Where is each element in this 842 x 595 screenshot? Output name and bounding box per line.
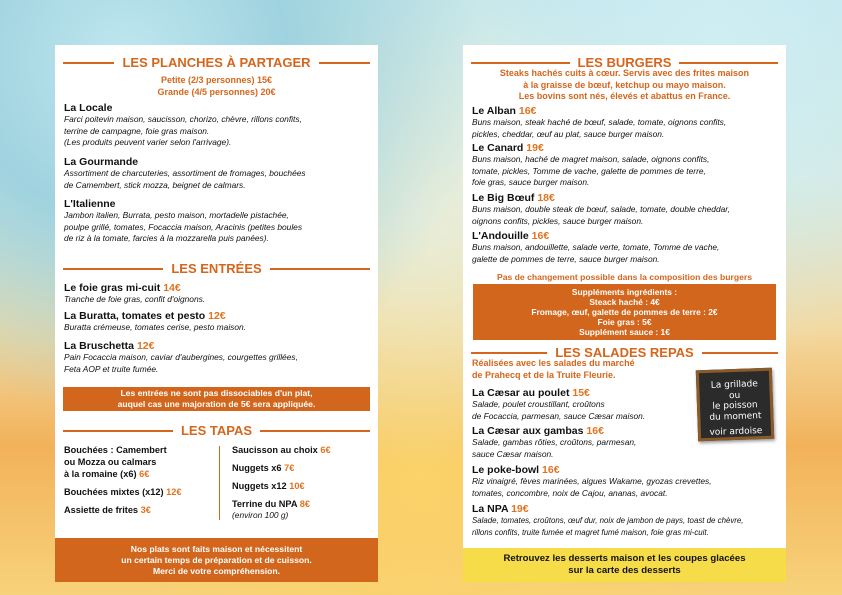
intro-line: Réalisées avec les salades du marché — [472, 358, 635, 368]
intro-line: Les bovins sont nés, élevés et abattus en France. — [518, 91, 731, 101]
item-desc: Assortiment de charcuteries, assortiment de fromages, bouchées — [64, 168, 306, 178]
tapas-name: Nuggets x6 — [232, 463, 282, 473]
supplement-line: Fromage, œuf, galette de pommes de terre : 2€ — [531, 307, 718, 317]
notice-line: Les entrées ne sont pas dissociables d'un plat, — [120, 388, 313, 398]
item-price: 12€ — [208, 310, 226, 322]
item-desc: foie gras, sauce burger maison. — [472, 177, 590, 187]
supplement-line: Suppléments ingrédients : — [571, 287, 678, 297]
item-name: La Cæsar au poulet — [472, 387, 570, 399]
tapas-name: Nuggets x12 — [232, 481, 287, 491]
menu-panel-right — [463, 45, 786, 582]
menu-item — [64, 102, 302, 149]
item-name: La Locale — [64, 102, 113, 114]
menu-item — [472, 387, 645, 422]
item-price: 16€ — [586, 425, 604, 437]
item-name: Le foie gras mi-cuit — [64, 282, 161, 294]
size-small: Petite (2/3 personnes) 15€ — [160, 75, 273, 85]
item-name: L'Andouille — [472, 230, 529, 242]
chalk-line: La grillade — [710, 379, 759, 391]
item-name: Le Big Bœuf — [472, 192, 535, 204]
item-desc: Pain Focaccia maison, caviar d'aubergines, courgettes grillées, — [64, 352, 298, 362]
item-desc: Buns maison, andouillette, salade verte, tomate, Tomme de vache, — [472, 242, 720, 252]
heading-text: LES ENTRÉES — [171, 261, 262, 276]
item-desc: terrine de campagne, foie gras maison. — [64, 125, 210, 136]
item-name: La NPA — [472, 503, 509, 515]
item-desc: Tranche de foie gras, confit d'oignons. — [64, 294, 206, 304]
item-desc: Buratta crémeuse, tomates cerise, pesto maison. — [64, 322, 247, 332]
item-desc: Salade, gambas rôties, croûtons, parmesan, — [472, 437, 637, 447]
item-name: La Gourmande — [64, 156, 139, 168]
item-price: 18€ — [537, 192, 555, 204]
item-desc: tomates, concombre, noix de Cajou, ananas, avocat. — [472, 487, 668, 498]
item-desc: rillons confits, truite fumée et magret fumé maison, foie gras mi-cuit. — [472, 527, 709, 537]
banner-line: sur la carte des desserts — [568, 565, 681, 576]
burgers-note: Pas de changement possible dans la composition des burgers — [496, 272, 752, 282]
item-desc: poulpe grillé, tomates, Focaccia maison, Aracinis (petites boules — [64, 221, 303, 232]
menu-item — [472, 503, 744, 538]
salades-intro — [472, 358, 635, 381]
menu-item — [472, 230, 719, 265]
tapas-price: 7€ — [284, 463, 295, 473]
entrees-notice — [63, 387, 370, 411]
item-desc: Buns maison, double steak de bœuf, salade, tomate, double cheddar, — [472, 204, 730, 214]
tapas-name: Saucisson au choix — [232, 445, 318, 455]
chalkboard-sign — [696, 368, 774, 442]
item-desc: sauce Cæsar maison. — [472, 448, 554, 459]
menu-item — [64, 310, 246, 334]
tapas-price: 6€ — [320, 445, 331, 455]
tapas-price: 10€ — [289, 481, 305, 491]
item-price: 19€ — [526, 142, 544, 154]
section-heading-entrees — [63, 261, 370, 276]
tapas-name: ou Mozza ou calmars — [64, 457, 157, 467]
item-desc: galette de pommes de terre, sauce burger maison. — [472, 253, 660, 264]
item-desc: Jambon italien, Burrata, pesto maison, mortadelle pistachée, — [64, 210, 289, 220]
item-desc: Salade, poulet croustillant, croûtons — [472, 399, 605, 409]
item-name: La Cæsar aux gambas — [472, 425, 584, 437]
supplement-line: Steack haché : 4€ — [589, 297, 660, 307]
homemade-notice — [55, 538, 378, 582]
banner-line: Retrouvez les desserts maison et les coupes glacées — [503, 553, 746, 564]
item-price: 14€ — [163, 282, 181, 294]
supplements-box — [473, 284, 776, 340]
item-desc: de riz à la tomate, farcies à la mozzarella puis panées). — [64, 233, 269, 243]
section-heading-planches — [63, 55, 370, 70]
chalk-line: ou — [728, 390, 741, 401]
chalk-line: voir ardoise — [709, 426, 763, 438]
item-price: 12€ — [136, 340, 155, 352]
item-name: Le Canard — [472, 142, 524, 154]
item-desc: Feta AOP et truite fumée. — [64, 363, 159, 374]
tapas-price: 6€ — [139, 469, 150, 479]
heading-text: LES TAPAS — [180, 423, 253, 438]
menu-item — [472, 425, 636, 460]
item-desc: de Camembert, stick mozza, beignet de calmars. — [64, 179, 246, 190]
tapas-name: Assiette de frites — [64, 505, 139, 515]
item-desc: (Les produits peuvent varier selon l'arrivage). — [64, 137, 232, 147]
item-name: La Buratta, tomates et pesto — [64, 310, 206, 322]
item-desc: Buns maison, haché de magret maison, salade, oignons confits, — [472, 154, 710, 164]
item-name: Le Alban — [472, 105, 516, 117]
heading-text: LES PLANCHES À PARTAGER — [122, 55, 311, 70]
burgers-intro — [463, 68, 786, 103]
item-price: 16€ — [531, 230, 550, 242]
menu-item — [64, 198, 302, 245]
section-heading-tapas — [63, 423, 370, 438]
item-desc: Buns maison, steak haché de bœuf, salade, tomate, oignons confits, — [472, 117, 727, 127]
item-name: L'Italienne — [64, 198, 116, 210]
item-price: 16€ — [542, 464, 560, 476]
item-desc: de Focaccia, parmesan, sauce Cæsar maison. — [472, 410, 646, 421]
item-desc: tomate, pickles, Tomme de vache, galette de pommes de terre, — [472, 165, 706, 176]
heading-text: LES BURGERS — [577, 55, 672, 70]
tapas-name: à la romaine (x6) — [64, 469, 137, 479]
item-desc: Farci poitevin maison, saucisson, chorizo, chèvre, rillons confits, — [64, 114, 302, 124]
item-desc: oignons confits, pickles, sauce burger maison. — [472, 215, 644, 226]
intro-line: à la graisse de bœuf, ketchup ou mayo maison. — [523, 79, 726, 90]
tapas-price: 3€ — [140, 505, 151, 515]
notice-line: auquel cas une majoration de 5€ sera appliquée. — [117, 399, 316, 409]
item-price: 19€ — [511, 503, 529, 515]
menu-item — [472, 142, 709, 189]
tapas-divider — [219, 446, 220, 520]
menu-item — [472, 105, 726, 140]
tapas-name: Bouchées : Camembert — [64, 445, 167, 455]
notice-line: un certain temps de préparation et de cuisson. — [121, 554, 312, 565]
item-name: Le poke-bowl — [472, 464, 540, 476]
chalk-line: le poisson — [712, 400, 758, 412]
notice-line: Merci de votre compréhension. — [152, 565, 281, 576]
heading-text: LES SALADES REPAS — [555, 345, 694, 360]
item-desc: Salade, tomates, croûtons, œuf dur, noix de jambon de pays, toast de chèvre, — [472, 516, 744, 525]
desserts-banner — [463, 548, 786, 582]
item-price: 15€ — [572, 387, 590, 399]
menu-item — [64, 282, 205, 306]
tapas-name: Terrine du NPA — [232, 499, 298, 509]
menu-item — [472, 464, 712, 499]
tapas-price: 8€ — [299, 499, 310, 509]
tapas-col-2 — [232, 444, 331, 522]
menu-panel-left — [55, 45, 378, 582]
item-price: 16€ — [518, 105, 537, 117]
supplement-line: Supplément sauce : 1€ — [579, 327, 670, 337]
intro-line: de Prahecq et de la Truite Fleurie. — [472, 369, 616, 380]
notice-line: Nos plats sont faits maison et nécessitent — [130, 543, 303, 554]
menu-item — [64, 340, 298, 375]
supplement-line: Foie gras : 5€ — [597, 317, 652, 327]
item-desc: pickles, cheddar, œuf au plat, sauce burger maison. — [472, 128, 665, 139]
item-desc: Riz vinaigré, fèves marinées, algues Wakame, gyozas crevettes, — [472, 476, 712, 486]
chalk-line: du moment — [709, 410, 762, 423]
menu-item — [64, 156, 306, 191]
intro-line: Steaks hachés cuits à cœur. Servis avec des frites maison — [499, 68, 750, 78]
planche-sizes — [55, 74, 378, 98]
tapas-col-1 — [64, 444, 181, 516]
size-large: Grande (4/5 personnes) 20€ — [157, 87, 276, 97]
item-name: La Bruschetta — [64, 340, 135, 352]
tapas-name: Bouchées mixtes (x12) — [64, 487, 164, 497]
tapas-note: (environ 100 g) — [232, 510, 289, 520]
menu-item — [472, 192, 730, 227]
tapas-price: 12€ — [166, 487, 182, 497]
